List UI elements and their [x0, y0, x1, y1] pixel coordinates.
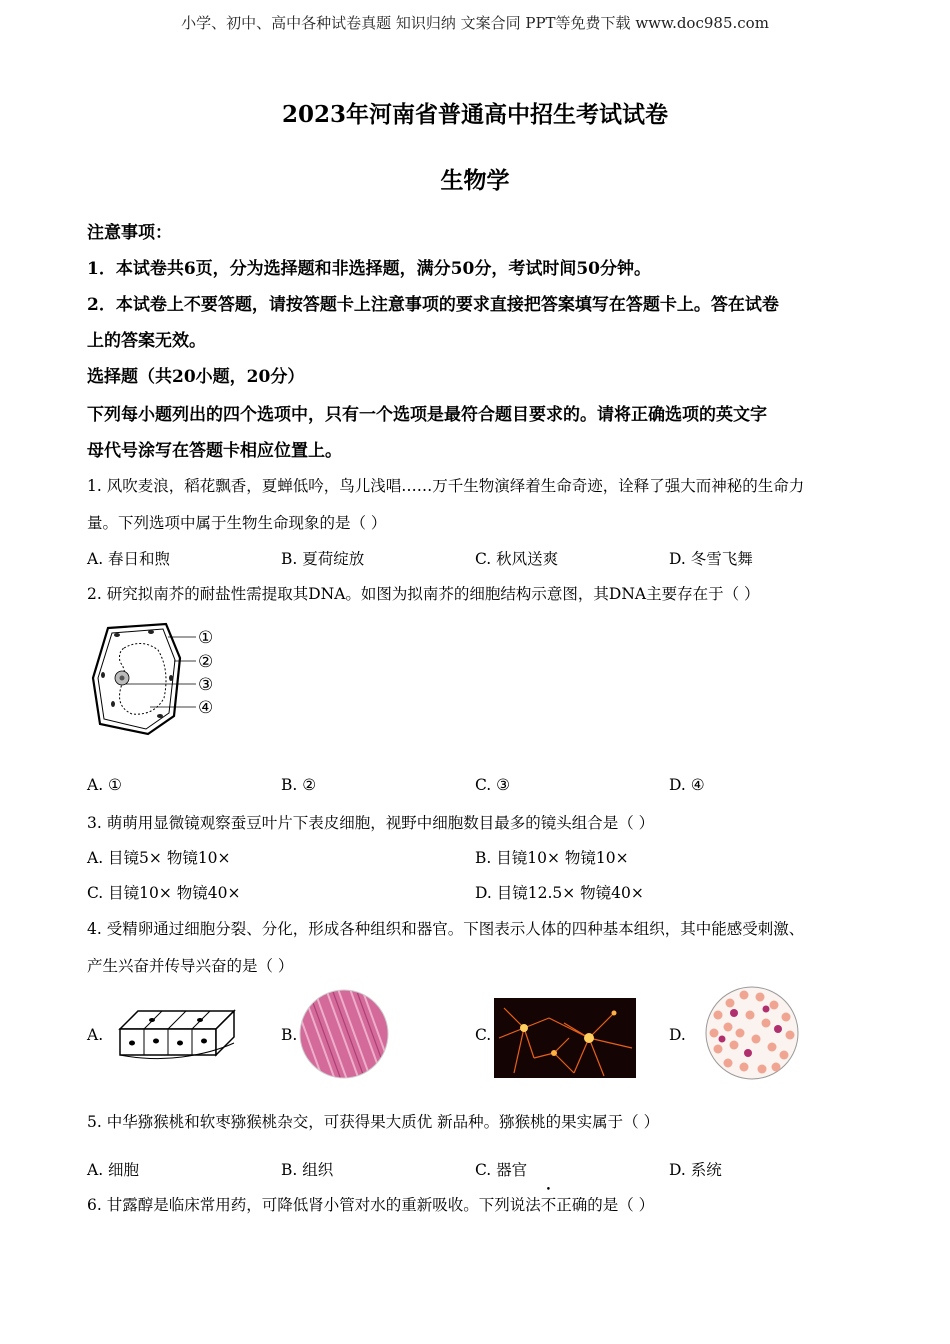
question-3-line-1: 3. 萌萌用显微镜观察蚕豆叶片下表皮细胞，视野中细胞数目最多的镜头组合是（ ）: [87, 814, 655, 832]
page-header: 小学、初中、高中各种试卷真题 知识归纳 文案合同 PPT等免费下载 www.doc985.com: [181, 14, 769, 32]
q1-option-b[interactable]: B. 夏荷绽放: [281, 550, 365, 568]
q5-option-b[interactable]: B. 组织: [281, 1161, 334, 1179]
q6-text-pre: 6. 甘露醇是临床常用药，可降低肾小管对水的重新吸收。下列说法: [87, 1196, 541, 1214]
q2-option-d[interactable]: D. ④: [669, 776, 705, 794]
question-1-line-2: 量。下列选项中属于生物生命现象的是（ ）: [87, 514, 387, 532]
q6-text-post: 的是（ ）: [587, 1196, 655, 1214]
cell-label-2: ②: [198, 652, 214, 672]
q5-option-c[interactable]: C. 器官: [475, 1161, 528, 1179]
section-heading: 选择题（共20小题，20分）: [87, 367, 305, 387]
q3-option-c[interactable]: C. 目镜10× 物镜40×: [87, 884, 241, 902]
question-6-line-1: [87, 1193, 654, 1215]
q3-option-d[interactable]: D. 目镜12.5× 物镜40×: [475, 884, 644, 902]
q3-option-b[interactable]: B. 目镜10× 物镜10×: [475, 849, 629, 867]
notice-item-2: 2．本试卷上不要答题，请按答题卡上注意事项的要求直接把答案填写在答题卡上。答在试卷: [87, 295, 779, 315]
question-2-line-1: 2. 研究拟南芥的耐盐性需提取其DNA。如图为拟南芥的细胞结构示意图，其DNA主要存在于（ ）: [87, 585, 760, 603]
q2-option-c[interactable]: C. ③: [475, 776, 511, 794]
cell-label-1: ①: [198, 628, 214, 648]
q4-option-b[interactable]: B.: [281, 1026, 298, 1044]
plant-cell-diagram: [88, 620, 228, 740]
q1-option-a[interactable]: A. 春日和煦: [87, 550, 171, 568]
question-4-line-2: 产生兴奋并传导兴奋的是（ ）: [87, 957, 294, 975]
nerve-tissue-image: [494, 998, 636, 1078]
q1-option-d[interactable]: D. 冬雪飞舞: [669, 550, 753, 568]
muscle-tissue-image: [298, 988, 390, 1080]
blood-tissue-image: [704, 985, 800, 1081]
cell-label-3: ③: [198, 675, 214, 695]
notice-item-1: 1．本试卷共6页，分为选择题和非选择题，满分50分，考试时间50分钟。: [87, 259, 651, 279]
section-instruction-1: 下列每小题列出的四个选项中，只有一个选项是最符合题目要求的。请将正确选项的英文字: [87, 405, 767, 425]
question-5-line-1: 5. 中华猕猴桃和软枣猕猴桃杂交，可获得果大质优 新品种。猕猴桃的果实属于（ ）: [87, 1113, 660, 1131]
q2-option-b[interactable]: B. ②: [281, 776, 317, 794]
epithelial-tissue-image: [112, 1003, 238, 1065]
question-4-line-1: 4. 受精卵通过细胞分裂、分化，形成各种组织和器官。下图表示人体的四种基本组织，其中能感受刺激、: [87, 920, 805, 938]
q4-option-a[interactable]: A.: [87, 1026, 104, 1044]
q5-option-d[interactable]: D. 系统: [669, 1161, 722, 1179]
q3-option-a[interactable]: A. 目镜5× 物镜10×: [87, 849, 231, 867]
section-instruction-2: 母代号涂写在答题卡相应位置上。: [87, 441, 342, 461]
exam-subject: 生物学: [440, 167, 510, 194]
question-1-line-1: 1. 风吹麦浪，稻花飘香，夏蝉低吟，鸟儿浅唱……万千生物演绎着生命奇迹，诠释了强大而神秘的生命力: [87, 477, 805, 495]
notice-item-2-cont: 上的答案无效。: [87, 331, 206, 351]
notice-heading: 注意事项：: [87, 223, 172, 243]
q4-option-c[interactable]: C.: [475, 1026, 492, 1044]
exam-title: 2023年河南省普通高中招生考试试卷: [281, 101, 668, 128]
q6-emphasis: 不正确: [540, 1196, 588, 1214]
cell-label-4: ④: [198, 698, 214, 718]
q5-option-a[interactable]: A. 细胞: [87, 1161, 140, 1179]
q4-option-d[interactable]: D.: [669, 1026, 686, 1044]
q2-option-a[interactable]: A. ①: [87, 776, 122, 794]
q1-option-c[interactable]: C. 秋风送爽: [475, 550, 559, 568]
